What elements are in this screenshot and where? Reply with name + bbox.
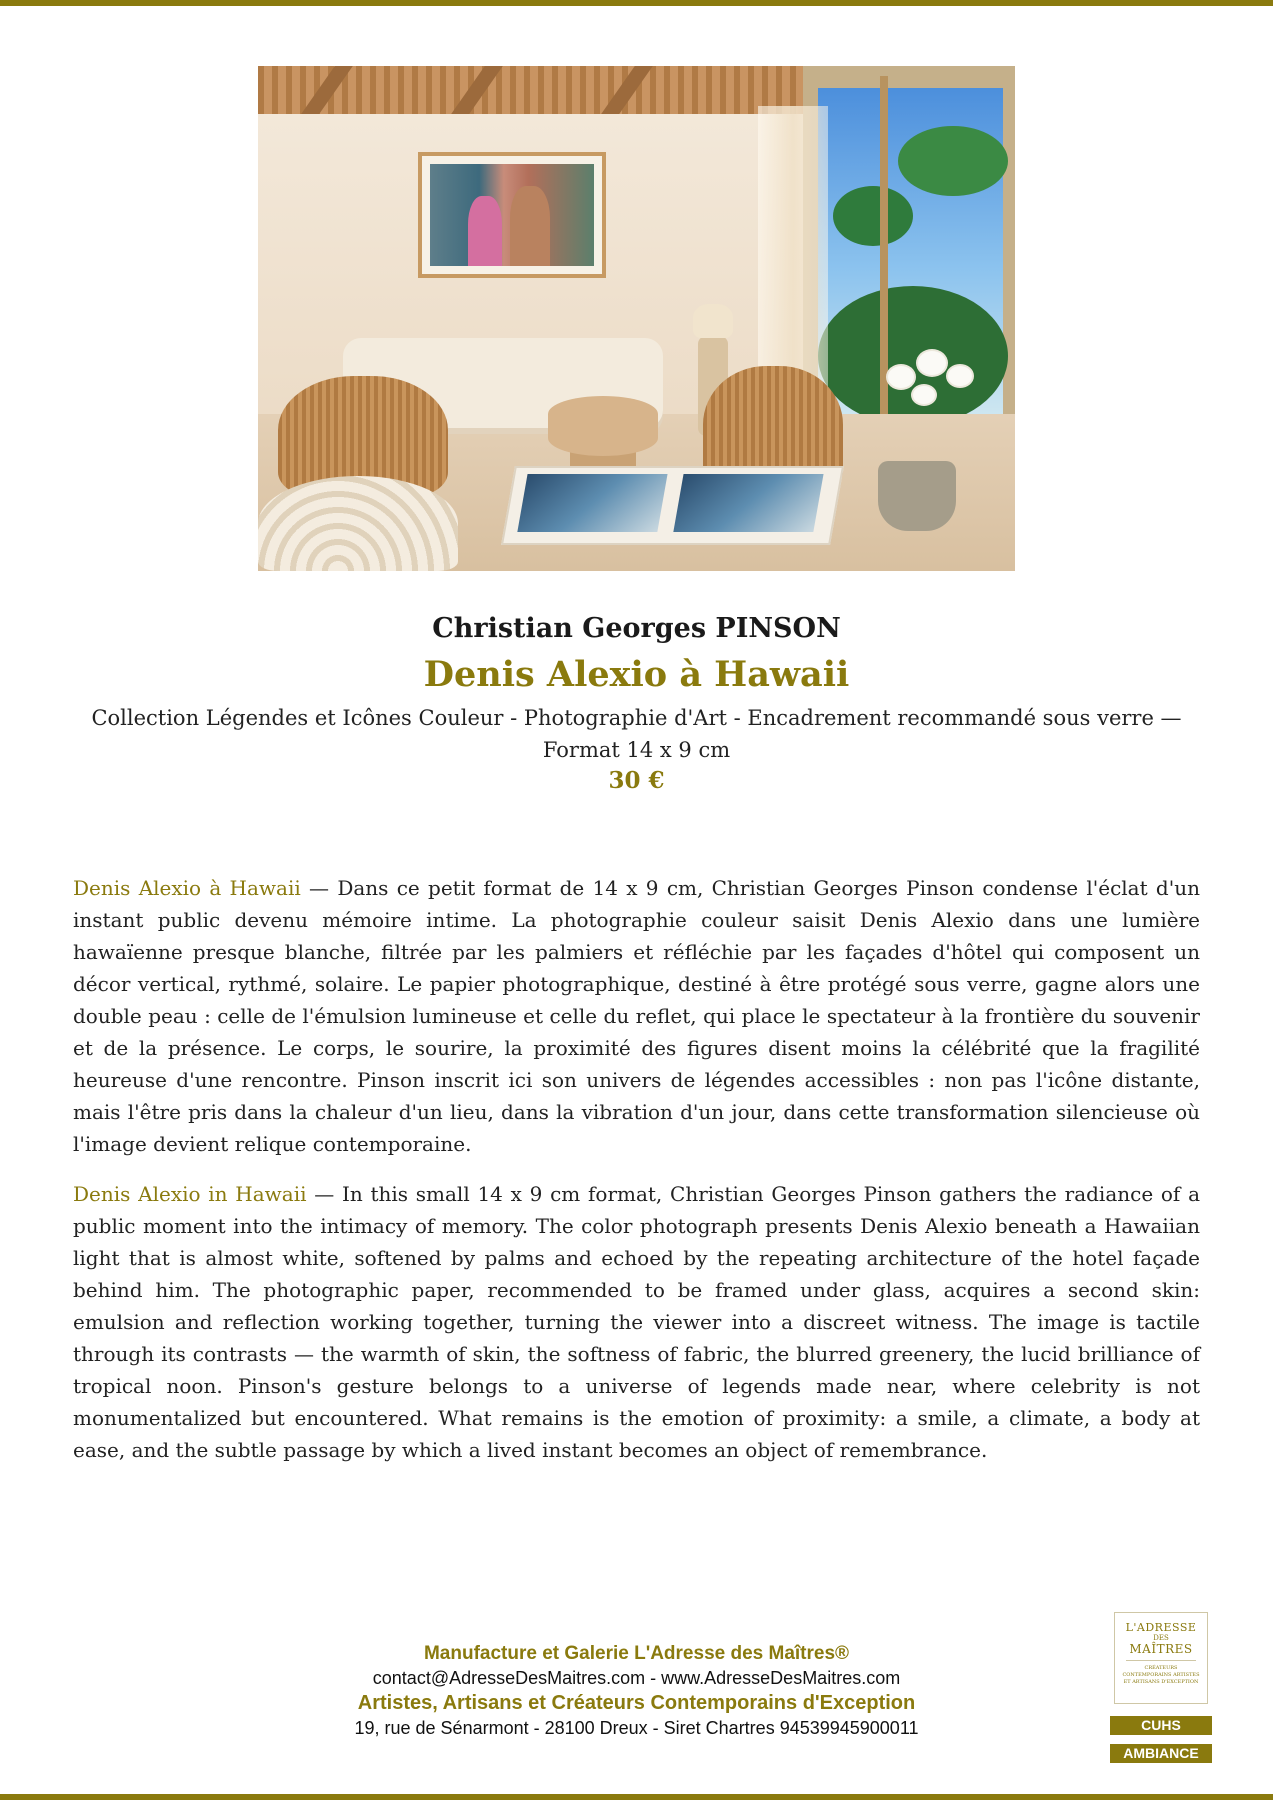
footer-address: 19, rue de Sénarmont - 28100 Dreux - Siret Chartres 94539945900011 <box>354 1718 919 1738</box>
artist-name: Christian Georges PINSON <box>432 613 841 644</box>
artwork-title: Denis Alexio à Hawaii <box>423 654 850 695</box>
footer-contact: contact@AdresseDesMaitres.com - www.AdresseDesMaitres.com <box>372 1668 901 1688</box>
framed-photograph <box>418 152 606 278</box>
footer <box>0 1641 1273 1740</box>
artwork-subtitle: Collection Légendes et Icônes Couleur - Photographie d'Art - Encadrement recommandé sous verre — Format 14 x 9 cm <box>91 706 1182 762</box>
description-english-lead: Denis Alexio in Hawaii <box>73 1182 307 1206</box>
footer-tagline: Artistes, Artisans et Créateurs Contemporains d'Exception <box>357 1692 916 1714</box>
open-book <box>501 466 844 545</box>
ambiance-photo <box>258 66 1015 571</box>
coffee-table <box>548 396 658 456</box>
bottom-accent-bar <box>0 1794 1273 1800</box>
shell-bowl <box>258 476 458 571</box>
artwork-price: 30 € <box>608 767 665 794</box>
gallery-logo: L'ADRESSE DES MAÎTRES CRÉATEURS CONTEMPORAINS ARTISTES ET ARTISANS D'EXCEPTION <box>1114 1612 1208 1704</box>
description-french-text: — Dans ce petit format de 14 x 9 cm, Christian Georges Pinson condense l'éclat d'un instant public devenu mémoire intime. La photographie couleur saisit Denis Alexio dans une lumière hawaïenne presque blanche, filtrée par les palmiers et réfléchie par les façades d'hôtel qui composent un décor vertical, rythmé, solaire. Le papier photographique, destiné à être protégé sous verre, gagne alors une double peau : celle de l'émulsion lumineuse et celle du reflet, qui place le spectateur à la frontière du souvenir et de la présence. Le corps, le sourire, la proximité des figures disent moins la célébrité que la fragilité heureuse d'une rencontre. Pinson inscrit ici son univers de légendes accessibles : non pas l'icône distante, mais l'être pris dans la chaleur d'un lieu, dans la vibration d'un jour, dans cette transformation silencieuse où l'image devient relique contemporaine. <box>73 876 1200 1156</box>
badge-ambiance: AMBIANCE <box>1110 1744 1212 1763</box>
top-accent-bar <box>0 0 1273 6</box>
badge-cuhs: CUHS <box>1110 1716 1212 1735</box>
lamp <box>693 304 733 338</box>
footer-gallery-name: Manufacture et Galerie L'Adresse des Maîtres® <box>423 1643 850 1664</box>
description-english <box>73 1178 1200 1466</box>
orchid-pot <box>878 461 956 531</box>
description-french-lead: Denis Alexio à Hawaii <box>73 876 301 900</box>
description-english-text: — In this small 14 x 9 cm format, Christian Georges Pinson gathers the radiance of a public moment into the intimacy of memory. The color photograph presents Denis Alexio beneath a Hawaiian light that is almost white, softened by palms and echoed by the repeating architecture of the hotel façade behind him. The photographic paper, recommended to be framed under glass, acquires a second skin: emulsion and reflection working together, turning the viewer into a discreet witness. The image is tactile through its contrasts — the warmth of skin, the softness of fabric, the blurred greenery, the lucid brilliance of tropical noon. Pinson's gesture belongs to a universe of legends made near, where celebrity is not monumentalized but encountered. What remains is the emotion of proximity: a smile, a climate, a body at ease, and the subtle passage by which a lived instant becomes an object of remembrance. <box>73 1182 1200 1462</box>
description-french <box>73 872 1200 1160</box>
